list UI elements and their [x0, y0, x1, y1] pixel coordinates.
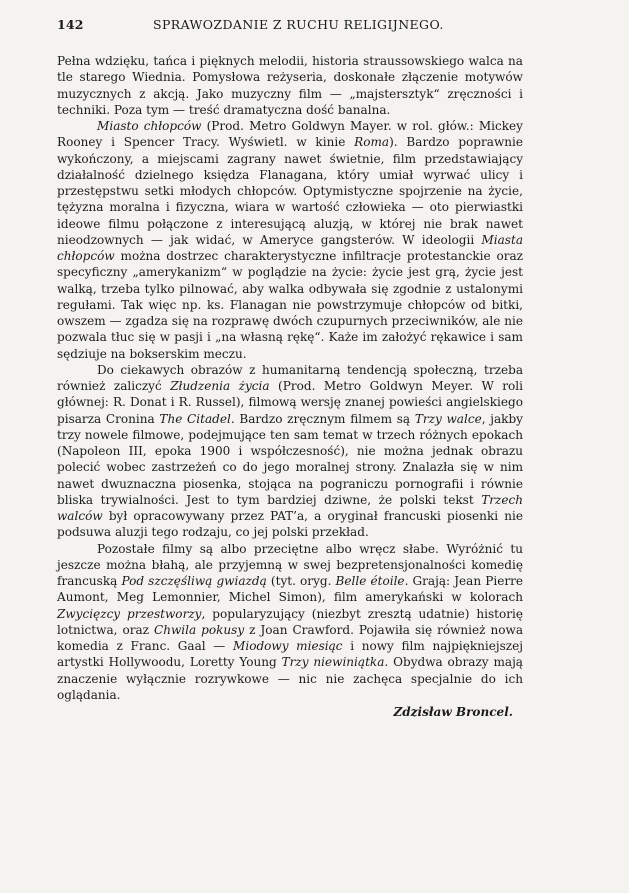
text-run: (Prod. Metro Goldwyn Mayer. w rol. głów.: Mickey Rooney i Spencer Tracy. Wyświetl. w kinie: [57, 119, 523, 150]
title-italic: Chwila pokusy: [153, 622, 245, 637]
running-head: [57, 16, 523, 38]
title-italic: Pod szczęśliwą gwiazdą: [121, 574, 267, 588]
book-page: [57, 16, 523, 719]
author-signature: Zdzisław Broncel.: [393, 705, 513, 719]
title-italic: Trzy walce: [414, 411, 482, 426]
text-run: (tyt. oryg.: [266, 574, 336, 588]
title-italic: Roma: [354, 135, 390, 150]
text-run: Pełna wdzięku, tańca i pięknych melodii, historia straussowskiego walca na tle starego Wiednia. Pomysłowa reżyseria, doskonałe złączenie motywów muzycznych z akcją. Jako muzyczny film — „majstersztyk“ zręczności i techniki. Poza tym — treść dramatyczna dość banalna.: [57, 54, 523, 117]
title-italic: Trzy niewiniątka: [281, 655, 385, 670]
title-italic: Miodowy miesiąc: [233, 639, 343, 653]
title-italic: The Citadel: [159, 411, 231, 426]
text-run: , jakby trzy nowele filmowe, podejmujące ten sam temat w trzech różnych epokach (Napoleon III, epoka 1900 i współczesność), nie można jednak obrazu polecić wobec zastrzeżeń co do jego moralnej strony. Znalazła się w nim nawet dwuznaczna piosenka, stojąca na pograniczu pornografii i równie bliska trywialności. Jest to tym bardziej dziwne, że polski tekst: [57, 411, 523, 507]
title-italic: Miasto chłopców: [97, 119, 202, 133]
title-italic: Miasta chłopców: [57, 232, 523, 263]
text-run: . Grają: Jean Pierre Aumont, Meg Lemonnier, Michel Simon), film amerykański w kolorach: [57, 574, 523, 605]
text-run: . Obydwa obrazy mają znaczenie wyłącznie rozrywkowe — nic nie zachęca specjalnie do ich oglądania.: [57, 655, 523, 702]
text-run: . Bardzo zręcznym filmem są: [230, 411, 415, 426]
text-run: można dostrzec charakterystyczne infiltracje protestanckie oraz specyficzny „amerykanizm“ w poglądzie na życie: życie jest grą, życie jest walką, trzeba tylko pilnować, aby walka odbywała się zgodnie z ustalonymi regułami. Tak więc np. ks. Flanagan nie powstrzymuje chłopców od bitki, owszem — zgadza się na rozprawę dwóch czupurnych przeciwników, ale nie pozwala tłuc się w pasji i „na własną rękę“. Każe im założyć rękawice i sam sędziuje na bokserskim meczu.: [57, 249, 523, 361]
text-run: (Prod. Metro Goldwyn Meyer. W roli głównej: R. Donat i R. Russel), filmową wersję znanej powieści angielskiego pisarza Cronina: [57, 379, 524, 426]
text-run: był opracowywany przez PAT’a, a oryginał francuski piosenki nie podsuwa aluzji tego rodzaju, co jej polski przekład.: [57, 509, 523, 540]
title-italic: Trzech walców: [57, 492, 523, 523]
paragraph: [57, 541, 523, 704]
paragraph: [57, 118, 523, 362]
text-run: ). Bardzo poprawnie wykończony, a miejscami zagrany nawet świetnie, film przedstawiający działalność dzielnego księdza Flanagana, który umiał wyrwać ulicy i przestępstwu setki młodych chłopców. Optymistyczne spojrzenie na życie, tężyzna moralna i fizyczna, wiara w wartość człowieka — oto pierwiastki ideowe filmu połączone z interesującą aluzją, w której nie brak nawet nieodzownych — jak widać, w Ameryce gangsterów. W ideologii: [57, 135, 523, 247]
text-run: i nowy film najpiękniejszej artystki Hollywoodu, Loretty Young: [57, 639, 523, 670]
text-run: , popularyzujący (niezbyt zresztą udatnie) historię lotnictwa, oraz: [57, 606, 523, 637]
paragraph: [57, 53, 523, 118]
text-run: Pozostałe filmy są albo przeciętne albo wręcz słabe. Wyróżnić tu jeszcze można błahą, ale przyjemną w swej bezpretensjonalności komedię francuską: [57, 541, 523, 588]
text-run: z Joan Crawford. Pojawiła się również nowa komedia z Franc. Gaal —: [57, 622, 523, 653]
text-run: Do ciekawych obrazów z humanitarną tendencją społeczną, trzeba również zaliczyć: [57, 362, 523, 393]
page-number: 142: [57, 17, 84, 32]
title-italic: Zwycięzcy przestworzy: [57, 606, 202, 621]
title-italic: Złudzenia życia: [170, 379, 270, 393]
article-body: [57, 53, 523, 703]
running-head-title: SPRAWOZDANIE Z RUCHU RELIGIJNEGO.: [153, 17, 444, 32]
paragraph: [57, 362, 523, 541]
title-italic: Belle étoile: [335, 574, 405, 588]
